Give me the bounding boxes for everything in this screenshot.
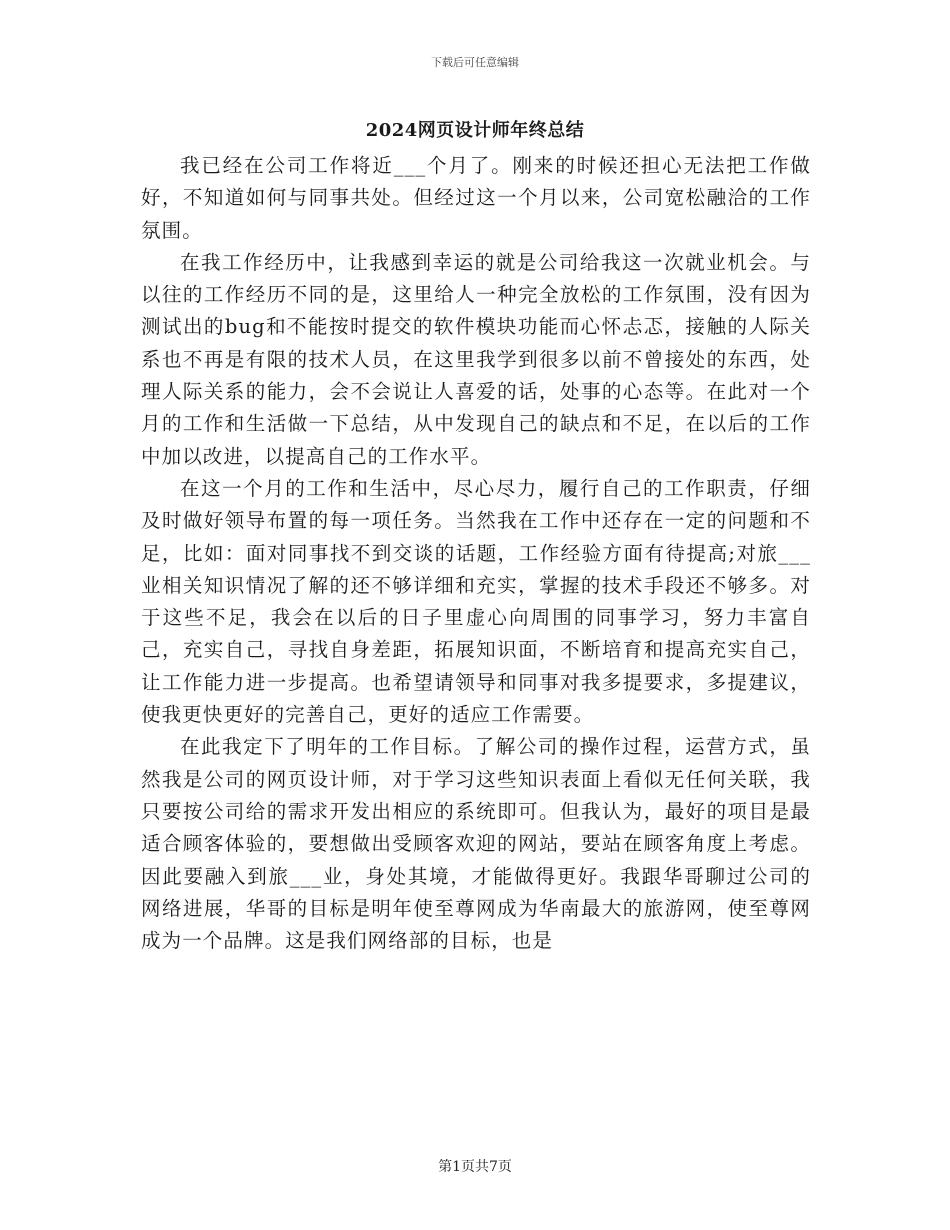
page-footer: 第1页共7页: [438, 1159, 512, 1175]
document-body: [141, 150, 811, 957]
document-title: 2024网页设计师年终总结: [365, 120, 585, 141]
paragraph-2: 在我工作经历中，让我感到幸运的就是公司给我这一次就业机会。与以往的工作经历不同的是，这里给人一种完全放松的工作氛围，没有因为测试出的bug和不能按时提交的软件模块功能而心怀忐忑，接触的人际关系也不再是有限的技术人员，在这里我学到很多以前不曾接处的东西，处理人际关系的能力，会不会说让人喜爱的话，处事的心态等。在此对一个月的工作和生活做一下总结，从中发现自己的缺点和不足，在以后的工作中加以改进，以提高自己的工作水平。: [141, 250, 811, 468]
paragraph-1: 我已经在公司工作将近___个月了。刚来的时候还担心无法把工作做好，不知道如何与同事共处。但经过这一个月以来，公司宽松融洽的工作氛围。: [141, 154, 811, 242]
header-note: 下载后可任意编辑: [431, 56, 519, 69]
paragraph-3: 在这一个月的工作和生活中，尽心尽力，履行自己的工作职责，仔细及时做好领导布置的每一项任务。当然我在工作中还存在一定的问题和不足，比如：面对同事找不到交谈的话题，工作经验方面有待提高;对旅___业相关知识情况了解的还不够详细和充实，掌握的技术手段还不够多。对于这些不足，我会在以后的日子里虚心向周围的同事学习，努力丰富自己，充实自己，寻找自身差距，拓展知识面，不断培育和提高充实自己，让工作能力进一步提高。也希望请领导和同事对我多提要求，多提建议，使我更快更好的完善自己，更好的适应工作需要。: [141, 476, 811, 727]
paragraph-4: 在此我定下了明年的工作目标。了解公司的操作过程，运营方式，虽然我是公司的网页设计师，对于学习这些知识表面上看似无任何关联，我只要按公司给的需求开发出相应的系统即可。但我认为，最好的项目是最适合顾客体验的，要想做出受顾客欢迎的网站，要站在顾客角度上考虑。因此要融入到旅___业，身处其境，才能做得更好。我跟华哥聊过公司的网络进展，华哥的目标是明年使至尊网成为华南最大的旅游网，使至尊网成为一个品牌。这是我们网络部的目标，也是: [141, 735, 811, 953]
